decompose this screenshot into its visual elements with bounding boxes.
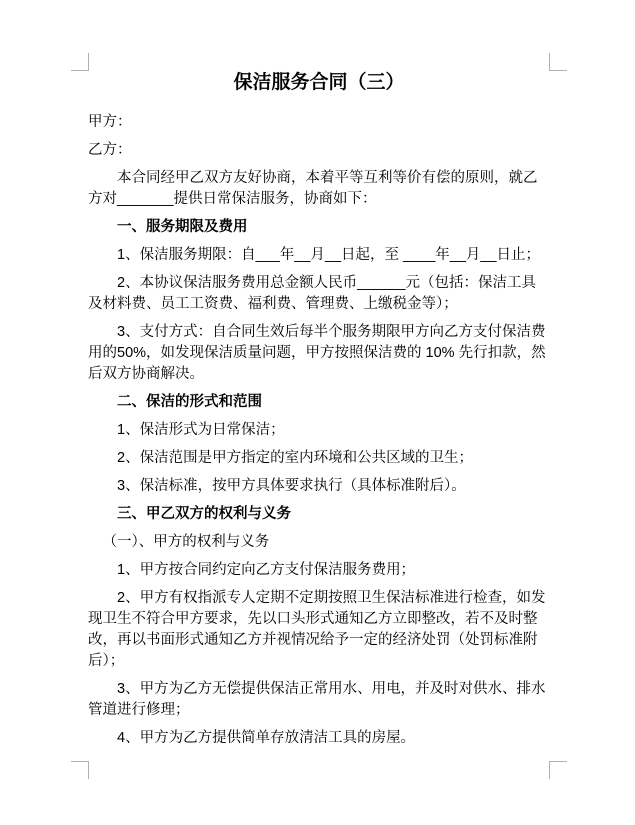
text-boundary-mark-bottom-left: [71, 761, 89, 779]
section-3-item-3: 3、甲方为乙方无偿提供保洁正常用水、用电，并及时对供水、排水管道进行修理；: [88, 681, 546, 718]
text-boundary-mark-bottom-right: [549, 761, 567, 779]
section-3-subheading: （一）、甲方的权利与义务: [102, 534, 270, 550]
text-boundary-mark-top-left: [71, 53, 89, 71]
section-3-item-2: 2、甲方有权指派专人定期不定期按照卫生保洁标准进行检查，如发现卫生不符合甲方要求，先以口头形式通知乙方立即整改，若不及时整改，再以书面形式通知乙方并视情况给予一定的经济处罚（处罚标准附后）；: [88, 590, 546, 669]
section-2-heading: 二、保洁的形式和范围: [117, 394, 262, 410]
section-1-item-3: 3、支付方式：自合同生效后每半个服务期限甲方向乙方支付保洁费用的50%，如发现保洁质量问题，甲方按照保洁费的 10% 先行扣款，然后双方协商解决。: [88, 324, 546, 382]
party-a-line: 甲方：: [88, 114, 132, 130]
document-title: 保洁服务合同（三）: [233, 72, 405, 93]
section-3-heading: 三、甲乙双方的权利与义务: [117, 506, 291, 522]
section-2-item-2: 2、保洁范围是甲方指定的室内环境和公共区域的卫生；: [117, 450, 474, 466]
party-b-line: 乙方：: [88, 142, 132, 158]
section-1-heading: 一、服务期限及费用: [117, 219, 248, 235]
section-3-item-4: 4、甲方为乙方提供简单存放清洁工具的房屋。: [117, 730, 416, 746]
text-boundary-mark-top-right: [549, 53, 567, 71]
section-3-item-1: 1、甲方按合同约定向乙方支付保洁服务费用；: [117, 562, 416, 578]
section-2-item-3: 3、保洁标准，按甲方具体要求执行（具体标准附后）。: [117, 478, 466, 494]
section-1-item-2: 2、本协议保洁服务费用总金额人民币______元（包括：保洁工具及材料费、员工工资费、福利费、管理费、上缴税金等）；: [88, 275, 536, 312]
section-1-item-1: 1、保洁服务期限：自___年__月__日起，至 ____年__月__日止；: [117, 247, 541, 263]
document-body: [88, 70, 550, 756]
section-2-item-1: 1、保洁形式为日常保洁；: [117, 422, 285, 438]
intro-paragraph: 本合同经甲乙双方友好协商，本着平等互利等价有偿的原则，就乙方对_______提供日常保洁服务，协商如下：: [88, 170, 538, 207]
